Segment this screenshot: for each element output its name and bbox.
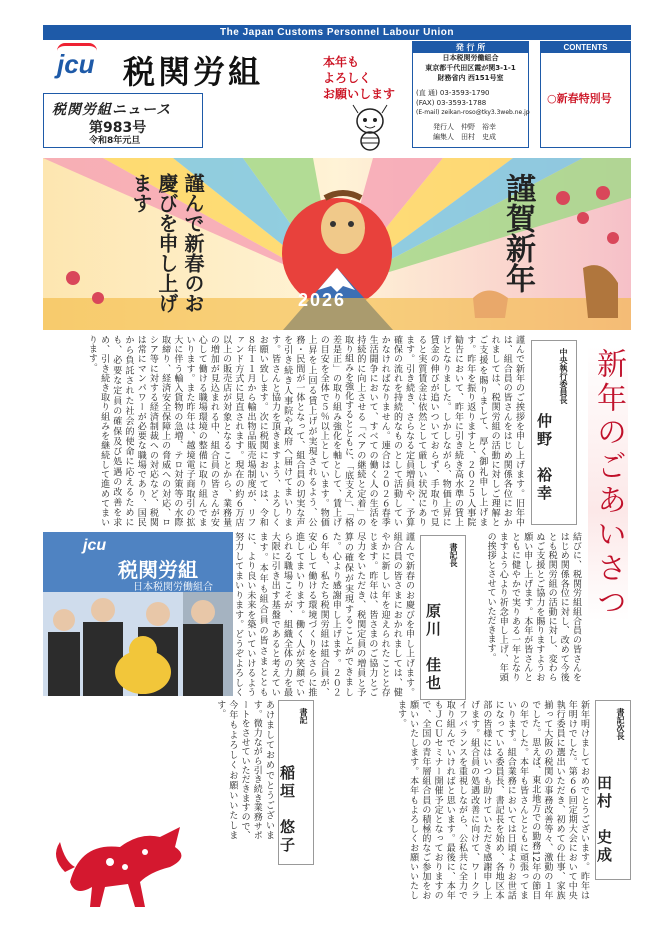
name-inagaki: 稲垣 悠子 [278, 765, 296, 855]
jcu-logo: jcu [57, 49, 95, 79]
banner-year: 2026 [298, 290, 347, 310]
photo-banner-title: 税関労組 [118, 558, 198, 582]
article-harakawa: 謹んで新春のお慶びを申し上げます。組合員の皆さまにおかれましては、健やかに新しい年を迎えられたことと存じます。昨年は、皆さまのご協力とご尽力をいただき、税関定員の増員と予算の確保が実現することができました。心より感謝申し上げます。２０２６年も、私たち税関労組は組合員が、安心して働ける環境づくりをさらに推進してまいります。働く人が笑顔でいられる職場こそが、組織全体の力を最大限に引き出す基盤であると考えています。本年も組合員の皆さまとともに、より良い未来を築いていけるよう努力してまいります。どうぞよろしく [233, 532, 414, 697]
issue-number: 第983号 [89, 120, 147, 136]
role-label-harakawa: 書記長 [449, 543, 458, 567]
role-label-inagaki: 書記 [299, 708, 308, 724]
banner-right-text: 謹賀新年 [500, 173, 535, 293]
photo-banner-sub: 日本税関労働組合 [133, 582, 213, 593]
name-nakano: 仲野 裕幸 [535, 413, 553, 503]
new-year-banner [43, 158, 631, 330]
photo-logo: jcu [83, 537, 107, 554]
issue-date: 令和8年元旦 [89, 136, 141, 146]
officers-photo [43, 532, 233, 696]
issue-box [43, 93, 203, 148]
banner-left-text: 謹んで新春のお慶びを申し上げます [129, 173, 205, 313]
article-closing: 結びに、税関労組組合員の皆さんをはじめ関係各位に対し、改めて今後とも税関労組の活動に対し、変わらぬご支援とご協力を賜りますようお願い申し上げます。本年が皆さんとともに健やかで実りある一年となりますよう心より祈念申し上げ、年頭の挨拶とさせていただきます。 [485, 532, 581, 682]
article-tamura: 新年明けましておめでとうございます。昨年は年明けでした。第６６回定期大会において中央執行委員に選出いただき、初めての仕事、家族揃って大阪の税関の事務改善等々、激動の１年でした。思えば、東北地方での勤務12年の節目の年でした。本年も皆さんとともに頑張ってまいります。組合業務においては日頃よりお世話になっている委員長、書記長を始め、各地区本部の皆様にはいつも助けていただき感謝申し上げます。組合員の処遇改善に向けて、ワークライフバランスを重視しながら、公私共に全力で取り組んでいければと思います。最後に、本年もＪＣＵセミナー開催予定となっておりますので、全国の青年層組合員の積極的なご参加をお願いいたします。本年もよろしくお願いいたします。 [395, 700, 589, 900]
contents-box [540, 41, 631, 148]
newsletter-title: 税関労組 [123, 53, 264, 91]
article-nakano: 謹んで新年のご挨拶を申し上げます。旧年中は、組合員の皆さんをはじめ関係各位におかれましては、税関労組の活動に対しご理解とご支援を賜りまして、厚く御礼申し上げます。昨年を振り返りますと、２０２５人事院勧告において、昨年に引き続き高水準の賃上げとなりました。しかしながら、物価上昇に賃金の伸びが追いついておらず、手取りで見ると実質賃金は依然として厳しい状況にあります。引き続き、さらなる定員増員や、予算確保の流れを持続的なものとして活動していかなければなりません。連合は２０２６春季生活闘争において、すべての働く人の生活を持続的に向上させる「ベアの継続と定着」の取り組みを強化するとともに、「底支え」、「格差是正」の取り組み強化を軸として、賃上げの目安を全体で５％以上としています。物価上昇を上回る賃上げが実現されるよう、公務・民間が一体となって、組合員の切実な声を引き続き人事院や政府へ届けてまいります。皆さんと協力を頂きますよう、よろしくお願い致します。次に税関においては、令和８年１１月から輸出物品販売場制度が、リファンド方式に見直されます。現在の約６万店以上の販売店が対象となることから、業務量の増加が見込まれる中、組合員の皆さんが安心して働ける職場環境の整備に取り組んでまいります。また昨年は、越境電子商取引の拡大に伴う輸入貨物の急増、テロ対策等の水際取締り、経済安全保障上の脅威への対応、ロシア等に対する経済制裁への対応など、税関は常にマンパワーが必要な職場であり、国民から負託された社会的使命に応えるためにも、必要な定員の確保及び処遇の改善を求め、引き続き取り組みを継続して進めてまいります。 [86, 335, 524, 527]
contents-label: CONTENTS [541, 42, 630, 53]
masthead-bar: The Japan Customs Personnel Labour Union [43, 25, 631, 40]
role-label-nakano: 中央執行委員長 [559, 348, 568, 404]
publisher-label: 発 行 所 [413, 42, 528, 53]
role-label-tamura: 書記次長 [616, 708, 625, 740]
name-tamura: 田村 史成 [595, 775, 613, 865]
publisher-org: 日本税関労働組合 [442, 54, 499, 62]
name-harakawa: 原川 佳也 [424, 602, 442, 693]
masthead-logo [43, 41, 319, 91]
article-inagaki: あけましておめでとうございます。微力ながら引き続き業務サポートをさせていただきますので、今年もよろしくお願いいたします。 [215, 700, 274, 840]
publisher-box: 発 行 所 日本税関労働組合 東京都千代田区霞が関3-1-1 財務省内 西151号室 (直 通) 03-3593-1790 (FAX) 03-3593-1788 (E-mail) zeikan-roso@tky3.3web.ne.jp 発行人 仲野 裕幸 編集人 田村 史成 [412, 41, 529, 148]
bee-mascot-icon [345, 103, 395, 151]
main-title: 新年のごあいさつ [588, 346, 628, 621]
horse-illustration-icon [50, 812, 200, 912]
new-year-greeting: 本年も よろしく お願いします [323, 55, 396, 101]
news-name: 税関労組ニュース [52, 102, 172, 118]
contents-item: ○新春特別号 [547, 92, 612, 105]
